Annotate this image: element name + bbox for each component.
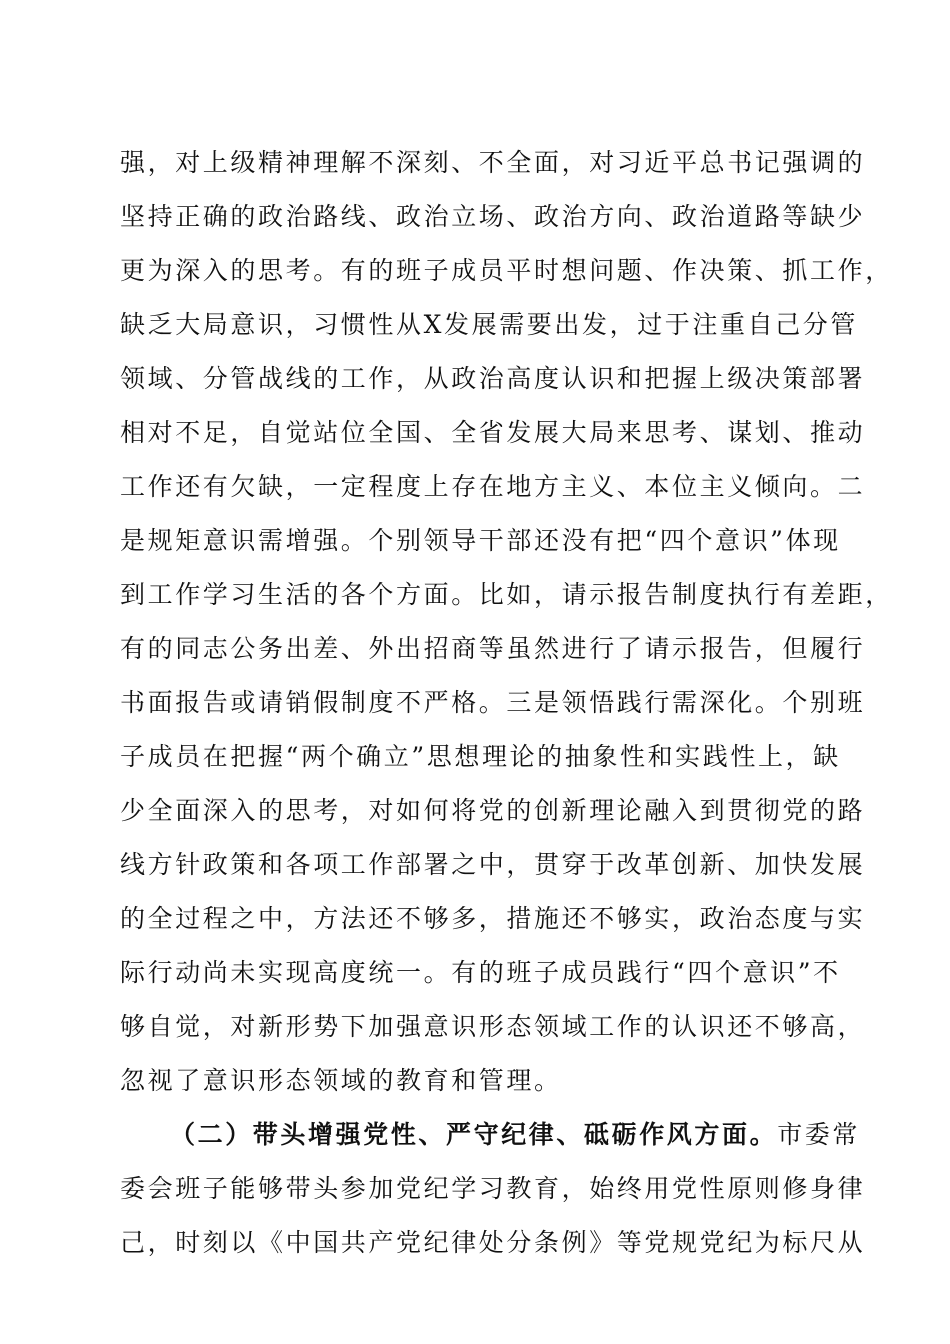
body-text xyxy=(120,140,893,1274)
text-line: 书面报告或请销假制度不严格。三是领悟践行需深化。个别班 xyxy=(120,688,866,717)
text-line: 委会班子能够带头参加党纪学习教育，始终用党性原则修身律 xyxy=(120,1174,866,1203)
text-line: 强，对上级精神理解不深刻、不全面，对习近平总书记强调的 xyxy=(120,148,866,177)
text-line: 是规矩意识需增强。个别领导干部还没有把“四个意识”体现 xyxy=(120,526,841,555)
section-heading: （二）带头增强党性、严守纪律、砥砺作风方面。 xyxy=(170,1120,778,1149)
text-line: 领域、分管战线的工作，从政治高度认识和把握上级决策部署 xyxy=(120,364,866,393)
text-line: 更为深入的思考。有的班子成员平时想问题、作决策、抓工作， xyxy=(120,256,893,285)
text-line: 坚持正确的政治路线、政治立场、政治方向、政治道路等缺少 xyxy=(120,202,866,231)
text-line: 缺乏大局意识，习惯性从X发展需要出发，过于注重自己分管 xyxy=(120,310,858,339)
text-line: 线方针政策和各项工作部署之中，贯穿于改革创新、加快发展 xyxy=(120,850,866,879)
heading-line-rest: 市委常 xyxy=(777,1120,861,1149)
text-line: 的全过程之中，方法还不够多，措施还不够实，政治态度与实 xyxy=(120,904,866,933)
text-line: 相对不足，自觉站位全国、全省发展大局来思考、谋划、推动 xyxy=(120,418,866,447)
text-line: 工作还有欠缺，一定程度上存在地方主义、本位主义倾向。二 xyxy=(120,472,866,501)
text-line: 忽视了意识形态领域的教育和管理。 xyxy=(120,1066,562,1095)
text-line: 到工作学习生活的各个方面。比如，请示报告制度执行有差距， xyxy=(120,580,893,609)
text-line: 己，时刻以《中国共产党纪律处分条例》等党规党纪为标尺从 xyxy=(120,1228,866,1257)
text-line: 有的同志公务出差、外出招商等虽然进行了请示报告，但履行 xyxy=(120,634,866,663)
text-line: 少全面深入的思考，对如何将党的创新理论融入到贯彻党的路 xyxy=(120,796,866,825)
text-line: 子成员在把握“两个确立”思想理论的抽象性和实践性上，缺 xyxy=(120,742,841,771)
text-line: 够自觉，对新形势下加强意识形态领域工作的认识还不够高， xyxy=(120,1012,866,1041)
section-heading-line xyxy=(120,1112,861,1166)
text-line: 际行动尚未实现高度统一。有的班子成员践行“四个意识”不 xyxy=(120,958,841,987)
